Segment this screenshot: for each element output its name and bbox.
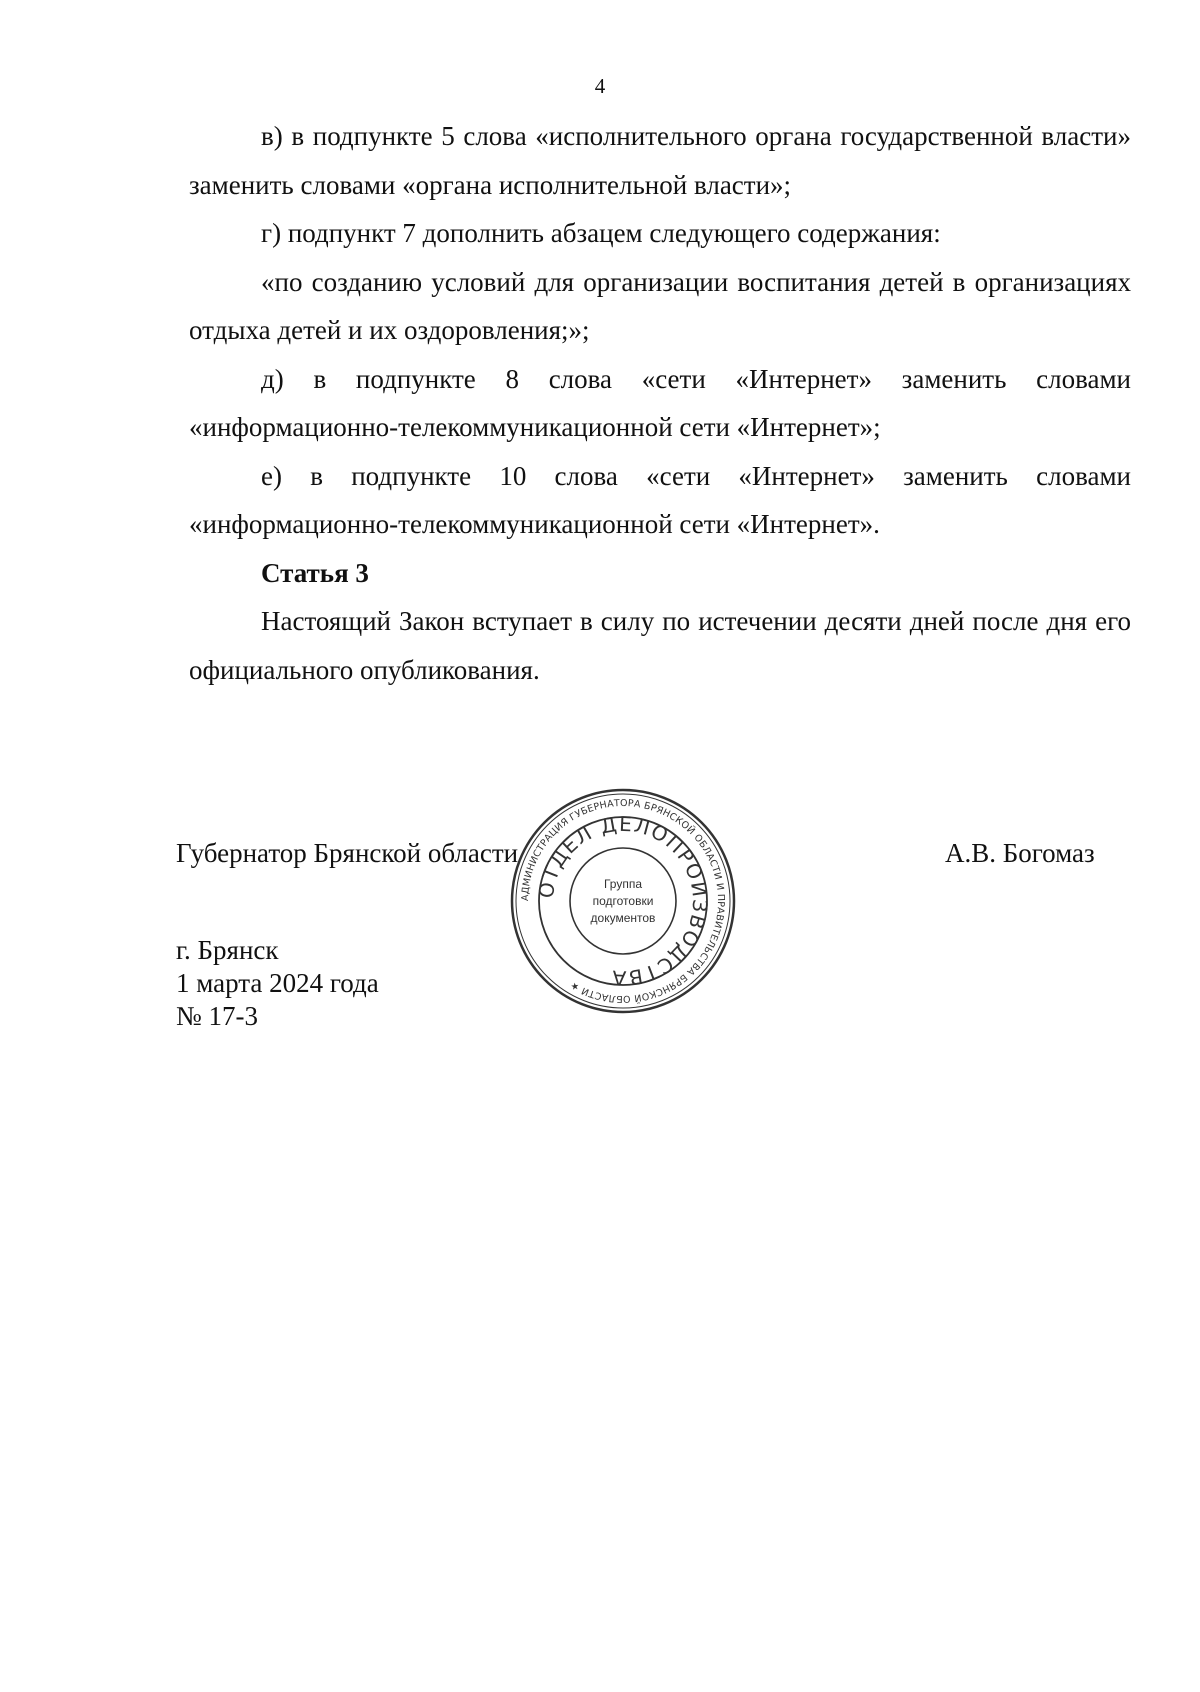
document-body: [189, 112, 1131, 694]
paragraph-effective: Настоящий Закон вступает в силу по истечении десяти дней после дня его официального опубликования.: [189, 606, 1131, 685]
article-heading: Статья 3: [261, 557, 369, 588]
seal-middle-text: ОТДЕЛ ДЕЛОПРОИЗВОДСТВА: [533, 811, 713, 991]
paragraph-d: д) в подпункте 8 слова «сети «Интернет» заменить словами «информационно-телекоммуникационной сети «Интернет»;: [189, 363, 1131, 442]
date: 1 марта 2024 года: [176, 968, 379, 998]
seal-center-line-3: документов: [590, 911, 656, 925]
place: г. Брянск: [176, 935, 279, 965]
signatory-name: А.В. Богомаз: [945, 838, 1095, 868]
seal-outer-text: АДМИНИСТРАЦИЯ ГУБЕРНАТОРА БРЯНСКОЙ ОБЛАСТИ И ПРАВИТЕЛЬСТВА БРЯНСКОЙ ОБЛАСТИ ★: [519, 797, 727, 1005]
paragraph-v: в) в подпункте 5 слова «исполнительного органа государственной власти» заменить словами «органа исполнительной власти»;: [189, 121, 1131, 200]
signatory-position: Губернатор Брянской области: [176, 838, 519, 868]
paragraph-g: г) подпункт 7 дополнить абзацем следующего содержания:: [261, 218, 941, 248]
paragraph-quote: «по созданию условий для организации воспитания детей в организациях отдыха детей и их оздоровления;»;: [189, 266, 1131, 345]
seal-center-line-2: подготовки: [592, 894, 654, 908]
law-number: № 17-3: [176, 1001, 259, 1031]
seal-center-line-1: Группа: [603, 877, 643, 891]
page-number: 4: [594, 74, 606, 98]
official-seal: [510, 788, 736, 1014]
paragraph-e: е) в подпункте 10 слова «сети «Интернет» заменить словами «информационно-телекоммуникационной сети «Интернет».: [189, 460, 1131, 539]
place-date-block: [176, 934, 379, 1033]
